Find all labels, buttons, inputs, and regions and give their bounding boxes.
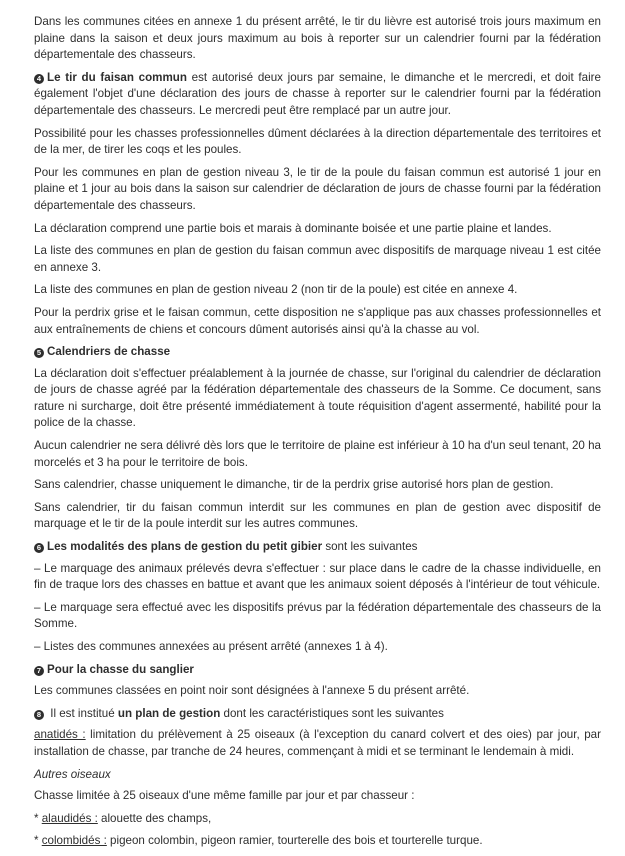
alaudides-term: alaudidés : xyxy=(41,811,98,825)
section-number-badge: 6 xyxy=(34,543,44,553)
paragraph-anatides xyxy=(34,727,601,760)
section-4-heading: Le tir du faisan commun xyxy=(47,70,187,84)
anatides-term: anatidés : xyxy=(34,728,86,742)
section-number-badge: 7 xyxy=(34,666,44,676)
paragraph-annexe-4: La liste des communes en plan de gestion niveau 2 (non tir de la poule) est citée en annexe 4. xyxy=(34,283,518,297)
section-6-heading: Les modalités des plans de gestion du petit gibier xyxy=(47,540,323,554)
anatides-text: limitation du prélèvement à 25 oiseaux (à l'exception du canard colvert et des oies) par jour, par installation de chasse, par tranche de 24 heures, commençant à midi et se terminant le lendemain à midi. xyxy=(34,728,601,758)
paragraph-sans-calendrier-1: Sans calendrier, chasse uniquement le dimanche, tir de la perdrix grise autorisé hors plan de gestion. xyxy=(34,478,554,492)
section-8-text-1: Il est institué xyxy=(47,706,118,720)
colombides-text: pigeon colombin, pigeon ramier, tourterelle des bois et tourterelle turque. xyxy=(106,834,483,848)
autres-oiseaux-heading: Autres oiseaux xyxy=(34,767,111,781)
paragraph-niveau-3: Pour les communes en plan de gestion niveau 3, le tir de la poule du faisan commun est autorisé 1 jour en plaine et 1 jour au bois dans la saison sur calendrier de déclaration de jours de chasse fourni par la fédération départementale des chasseurs. xyxy=(34,165,601,212)
paragraph-lievre: Dans les communes citées en annexe 1 du présent arrêté, le tir du lièvre est autorisé trois jours maximum en plaine dans la saison et deux jours maximum au bois à reporter sur un calendrier fourni par la fédération départementale des chasseurs. xyxy=(34,15,601,62)
section-7-sanglier xyxy=(34,662,601,679)
bullet-star: * xyxy=(34,811,42,825)
paragraph-chasses-professionnelles: Possibilité pour les chasses professionnelles dûment déclarées à la direction départementale des territoires et de la mer, de tirer les coqs et les poules. xyxy=(34,126,601,157)
document-page xyxy=(34,14,601,856)
paragraph-annexe-3: La liste des communes en plan de gestion du faisan commun avec dispositifs de marquage niveau 1 est citée en annexe 3. xyxy=(34,244,601,274)
paragraph-marquage-1: – Le marquage des animaux prélevés devra s'effectuer : sur place dans le cadre de la chasse individuelle, en fin de traque lors des chasses en battue et avant que les animaux soient déposés à l'intérieur de tout véhicule. xyxy=(34,561,601,592)
section-number-badge: 5 xyxy=(34,348,44,358)
paragraph-sans-calendrier-2: Sans calendrier, tir du faisan commun interdit sur les communes en plan de gestion avec dispositif de marquage et le tir de la poule interdit sur les autres communes. xyxy=(34,500,601,531)
section-number-badge: 8 xyxy=(34,710,44,720)
paragraph-point-noir: Les communes classées en point noir sont désignées à l'annexe 5 du présent arrêté. xyxy=(34,684,470,698)
section-6-modalites xyxy=(34,539,601,556)
colombides-term: colombidés : xyxy=(41,834,107,848)
bullet-star: * xyxy=(34,834,42,848)
list-item-alaudides xyxy=(34,811,601,828)
section-8-text-2: dont les caractéristiques sont les suivantes xyxy=(220,706,444,720)
section-8-heading: un plan de gestion xyxy=(117,706,221,720)
paragraph-listes: – Listes des communes annexées au présent arrêté (annexes 1 à 4). xyxy=(34,640,388,653)
section-4-faisan xyxy=(34,70,601,120)
section-5-heading: Calendriers de chasse xyxy=(47,345,171,359)
paragraph-declaration-calendrier: La déclaration doit s'effectuer préalablement à la journée de chasse, sur l'original du calendrier de déclaration de jours de chasse agréé par la fédération départementale des chasseurs de la Somme. Ce document, sans rature ni surcharge, doit être présenté immédiatement à toute réquisition d'agent assermenté, habilité pour la police de la chasse. xyxy=(34,366,601,430)
paragraph-chasse-limitee: Chasse limitée à 25 oiseaux d'une même famille par jour et par chasseur : xyxy=(34,789,415,803)
paragraph-marquage-2: – Le marquage sera effectué avec les dispositifs prévus par la fédération départementale des chasseurs de la Somme. xyxy=(34,600,601,631)
section-7-heading: Pour la chasse du sanglier xyxy=(47,662,194,676)
paragraph-aucun-calendrier: Aucun calendrier ne sera délivré dès lors que le territoire de plaine est inférieur à 10 ha d'un seul tenant, 20 ha morcelés et 3 ha pour le territoire de bois. xyxy=(34,439,601,469)
paragraph-declaration: La déclaration comprend une partie bois et marais à dominante boisée et une partie plaine et landes. xyxy=(34,221,552,235)
section-number-badge: 4 xyxy=(34,74,44,84)
section-4-text: est autorisé deux jours par semaine, le dimanche et le mercredi, et doit faire également l'objet d'une déclaration des jours de chasse à reporter sur le calendrier fourni par la fédération départementale des chasseurs. Le mercredi peut être remplacé par un autre jour. xyxy=(34,70,601,117)
list-item-colombides xyxy=(34,833,601,850)
section-8-plan-gestion xyxy=(34,706,601,723)
alaudides-text: alouette des champs, xyxy=(97,811,212,825)
section-6-text: sont les suivantes xyxy=(322,540,418,554)
section-5-calendriers xyxy=(34,344,601,361)
paragraph-perdrix: Pour la perdrix grise et le faisan commun, cette disposition ne s'applique pas aux chasses professionnelles et aux entraînements de chiens et concours dûment autorisés ainsi qu'à la chasse au vol. xyxy=(34,305,601,336)
